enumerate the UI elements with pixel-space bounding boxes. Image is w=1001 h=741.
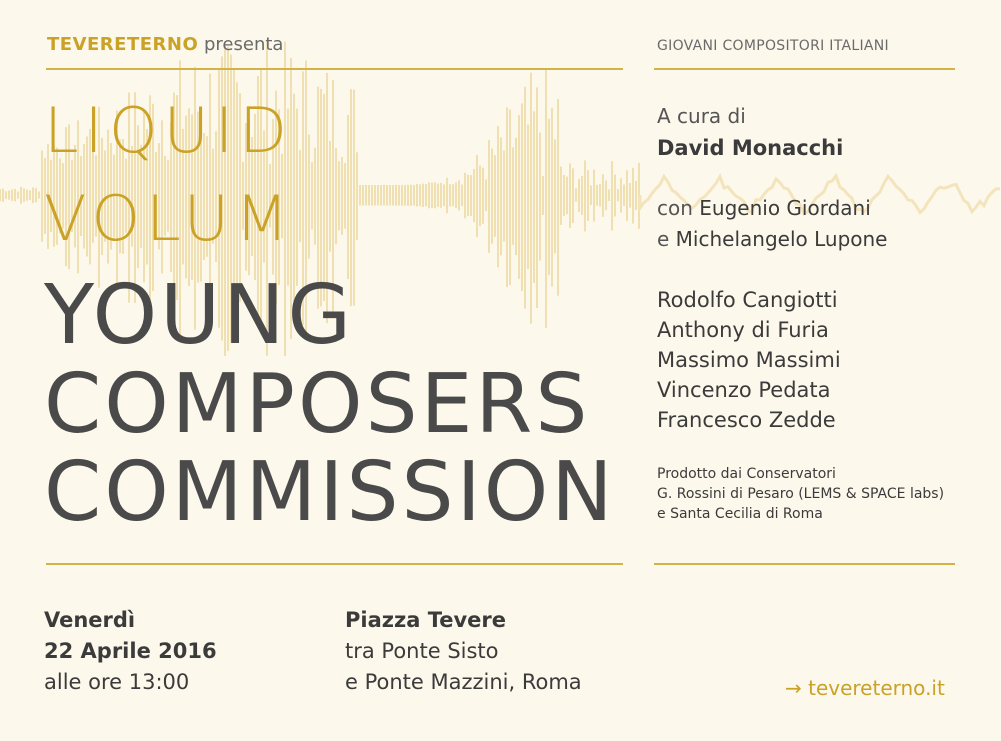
presenter-line [47,34,283,55]
e-label: e [657,227,670,251]
series-title: GIOVANI COMPOSITORI ITALIANI [657,38,889,54]
event-place-line-2: tra Ponte Sisto [345,639,499,663]
collaborator-line-1 [657,196,871,220]
divider-top-right [654,68,955,70]
brand-name: TEVERETERNO [47,34,199,55]
curator-name: David Monacchi [657,136,844,160]
title-composers: COMPOSERS [44,357,591,452]
composer-3: Massimo Massimi [657,348,841,372]
con-label: con [657,196,693,220]
divider-mid-left [46,563,623,565]
composer-5: Francesco Zedde [657,408,836,432]
produced-line-1: Prodotto dai Conservatori [657,466,836,482]
composer-2: Anthony di Furia [657,318,829,342]
title-young: YOUNG [44,268,355,363]
event-date: 22 Aprile 2016 [44,639,217,663]
event-place: Piazza Tevere [345,608,506,632]
event-day: Venerdì [44,608,136,632]
a-cura-di-label: A cura di [657,104,746,128]
composer-4: Vincenzo Pedata [657,378,831,402]
presenta-label: presenta [204,34,284,55]
title-commission: COMMISSION [44,445,616,540]
event-time: alle ore 13:00 [44,670,190,694]
event-place-line-3: e Ponte Mazzini, Roma [345,670,582,694]
title-liquid: LIQUID [44,94,294,167]
event-date-block [44,605,217,698]
collaborator-2: Michelangelo Lupone [675,227,888,251]
divider-mid-right [654,563,955,565]
title-volum: VOLUM [44,182,295,255]
produced-line-2: G. Rossini di Pesaro (LEMS & SPACE labs) [657,486,945,502]
divider-top-left [46,68,623,70]
event-place-block [345,605,582,698]
composer-1: Rodolfo Cangiotti [657,288,838,312]
website-link[interactable]: → tevereterno.it [785,676,945,700]
produced-by [657,464,944,524]
collaborator-line-2 [657,227,887,251]
collaborator-1: Eugenio Giordani [699,196,871,220]
produced-line-3: e Santa Cecilia di Roma [657,506,823,522]
